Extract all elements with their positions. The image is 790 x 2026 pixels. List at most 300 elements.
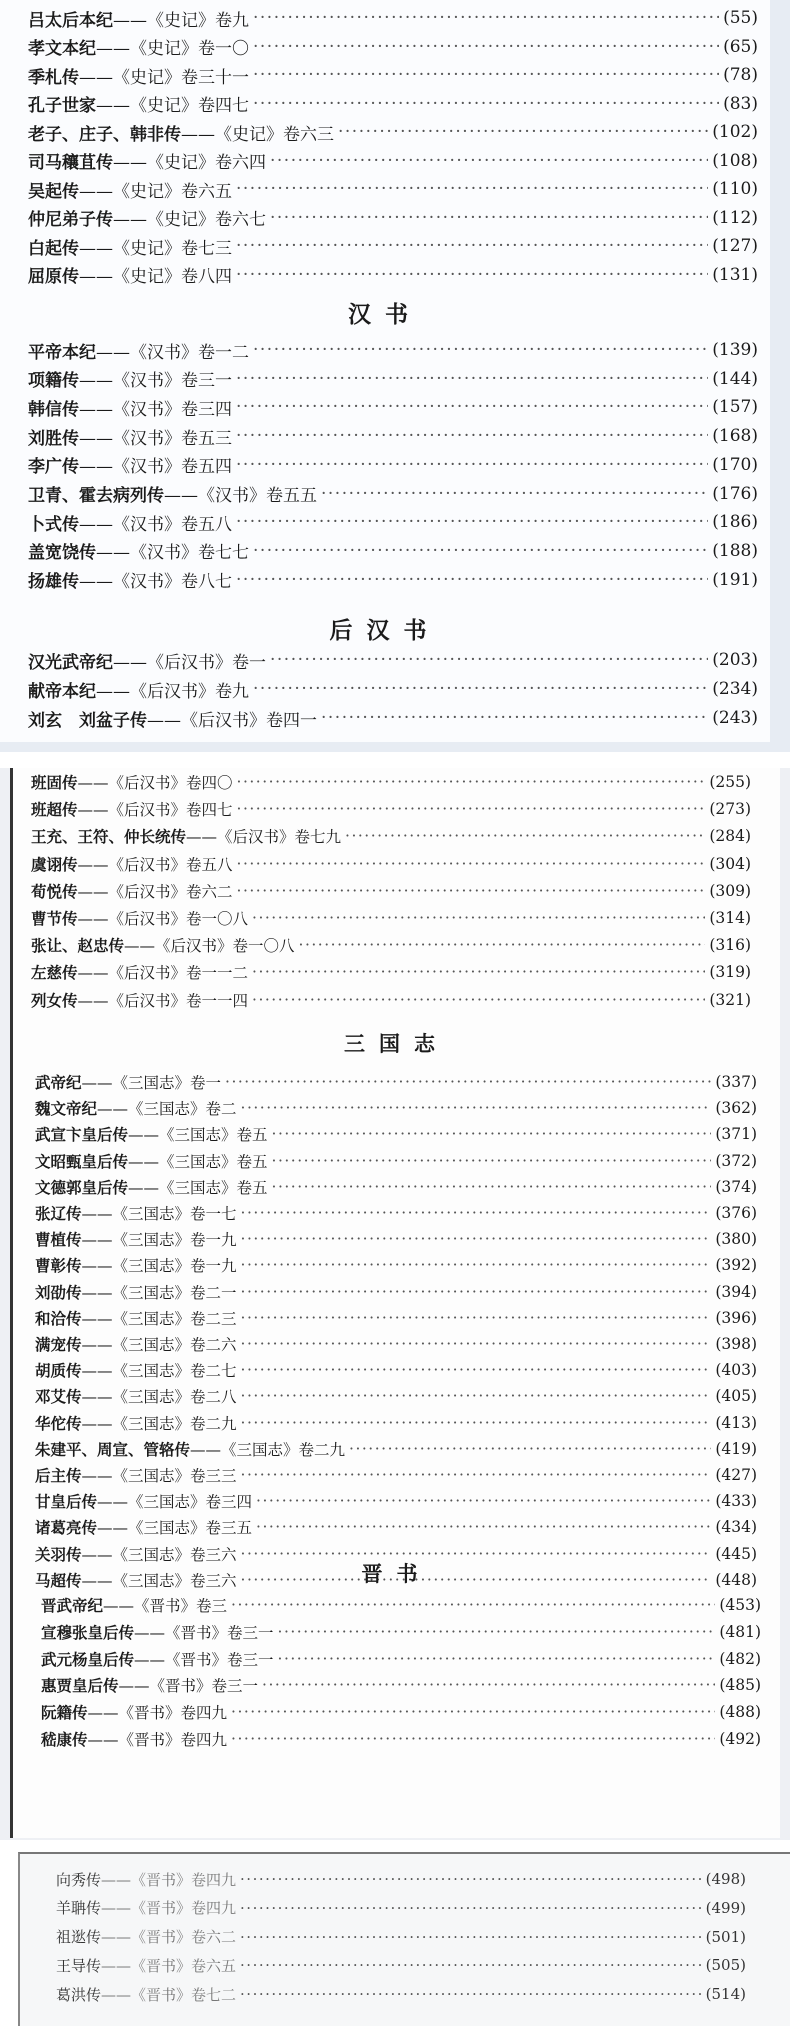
toc-entry [35,1149,757,1173]
entry-source: ——《史记》卷六四 [113,153,266,173]
entry-source: ——《后汉书》卷一一四 [77,991,249,1010]
toc-entry [28,263,758,287]
entry-title: 虞诩传 [31,855,78,874]
entry-source: ——《史记》卷六三 [181,124,334,145]
entry-source: ——《三国志》卷三六 [81,1545,237,1564]
entry-page-number: (65) [723,36,758,57]
entry-title: 左慈传 [31,964,78,983]
entry-title: 和洽传 [35,1309,82,1328]
entry-page-number: (188) [712,540,758,561]
entry-title: 羊聃传 [56,1899,102,1918]
toc-entry [35,1201,757,1225]
toc-entry [31,960,751,984]
entry-title: 关羽传 [35,1545,82,1564]
entry-title: 甘皇后传 [35,1493,98,1512]
toc-entry [41,1700,761,1724]
entry-source: ——《后汉书》卷九 [96,681,249,702]
entry-source: ——《三国志》卷一九 [81,1257,237,1276]
leader-dots [236,397,708,417]
entry-title: 王导传 [56,1956,102,1975]
leader-dots [236,455,708,475]
leader-dots [272,1178,712,1196]
entry-title: 列女传 [31,991,78,1010]
entry-page-number: (396) [715,1308,757,1327]
entry-page-number: (362) [715,1099,757,1118]
entry-source: ——《汉书》卷八七 [79,572,232,593]
entry-source: ——《后汉书》卷一〇八 [124,937,295,956]
section-heading-hanshu: 汉书 [348,302,422,328]
entry-source: ——《三国志》卷二六 [81,1336,237,1354]
entry-source: ——《后汉书》卷四〇 [77,774,233,792]
toc-entry [35,1175,757,1199]
leader-dots [240,1870,702,1888]
entry-page-number: (309) [709,881,751,900]
leader-dots [231,1596,715,1614]
entry-source: ——《晋书》卷三一 [118,1677,259,1696]
entry-title: 荀悦传 [31,882,78,901]
entry-page-number: (505) [705,1956,746,1975]
entry-page-number: (434) [715,1518,757,1537]
entry-page-number: (321) [709,990,751,1009]
entry-title: 献帝本纪 [28,681,96,702]
entry-title: 曹彰传 [35,1257,82,1276]
toc-entry [41,1673,761,1697]
toc-entry [28,395,758,419]
leader-dots [241,1309,712,1327]
entry-source: ——《史记》卷三十一 [79,67,249,88]
toc-entry [28,648,758,672]
entry-title: 满宠传 [35,1336,82,1354]
leader-dots [237,855,706,873]
entry-page-number: (376) [715,1204,757,1222]
entry-page-number: (498) [705,1870,746,1888]
section-heading-houhanshu: 后汉书 [329,618,441,644]
leader-dots [270,151,708,171]
entry-page-number: (168) [712,426,758,447]
leader-dots [252,991,705,1009]
toc-entry [31,770,751,794]
entry-page-number: (304) [709,854,751,873]
toc-entry [28,6,758,30]
toc-entry [35,1463,757,1487]
entry-page-number: (284) [709,827,751,846]
entry-title: 晋武帝纪 [41,1597,104,1615]
leader-dots [236,179,708,199]
leader-dots [241,1387,712,1405]
leader-dots [241,1361,712,1379]
entry-title: 向秀传 [56,1870,102,1889]
entry-title: 张让、赵忠传 [31,937,125,956]
entry-title: 葛洪传 [56,1985,102,2004]
entry-page-number: (144) [712,368,758,389]
leader-dots [262,1676,715,1694]
leader-dots [241,1335,712,1353]
leader-dots [236,236,708,256]
entry-source: ——《后汉书》卷六二 [77,882,233,901]
entry-title: 班固传 [31,774,78,792]
toc-entry [35,1280,757,1304]
toc-entry [28,482,758,506]
entry-source: ——《史记》卷一〇 [96,39,249,59]
leader-dots [272,1125,712,1143]
toc-entry [28,568,758,592]
toc-entry [28,149,758,173]
entry-page-number: (186) [712,512,758,533]
toc-entry [35,1070,757,1094]
entry-title: 马超传 [35,1571,82,1590]
page-gap [0,752,790,768]
entry-source: ——《三国志》卷二九 [190,1440,346,1459]
leader-dots [240,1985,702,2003]
toc-entry [41,1620,761,1644]
toc-entry [28,35,758,59]
entry-source: ——《三国志》卷一九 [81,1231,237,1250]
toc-entry [28,539,758,563]
toc-entry [35,1489,757,1513]
entry-page-number: (488) [719,1703,761,1722]
entry-title: 文德郭皇后传 [35,1178,129,1197]
entry-page-number: (380) [715,1230,757,1249]
entry-source: ——《史记》卷六七 [113,210,266,230]
entry-page-number: (316) [709,936,751,955]
entry-title: 嵇康传 [41,1731,88,1749]
entry-page-number: (492) [719,1730,761,1748]
toc-entry [35,1332,757,1356]
leader-dots [349,1440,711,1458]
leader-dots [278,1623,716,1641]
entry-source: ——《晋书》卷四九 [87,1731,228,1749]
toc-entry [28,234,758,258]
entry-title: 韩信传 [28,399,79,420]
toc-entry [28,92,758,116]
leader-dots [253,340,708,360]
toc-entry [31,879,751,903]
entry-source: ——《三国志》卷三三 [81,1467,237,1485]
leader-dots [252,909,705,927]
entry-page-number: (139) [712,340,758,360]
leader-dots [253,37,719,57]
entry-source: ——《史记》卷八四 [79,267,232,287]
toc-entry [28,120,758,144]
entry-source: ——《汉书》卷五三 [79,428,232,449]
toc-entry [28,677,758,701]
leader-dots [321,484,708,504]
entry-page-number: (55) [723,8,758,28]
leader-dots [236,512,708,532]
entry-page-number: (485) [719,1676,761,1695]
entry-source: ——《三国志》卷二七 [81,1362,237,1381]
leader-dots [256,1518,711,1536]
toc-entry [35,1253,757,1277]
leader-dots [240,1899,702,1917]
entry-source: ——《后汉书》卷七九 [186,828,342,847]
entry-page-number: (392) [715,1256,757,1275]
leader-dots [253,679,708,699]
entry-source: ——《汉书》卷七七 [96,543,249,564]
entry-title: 吕太后本纪 [28,10,113,31]
entry-page-number: (374) [715,1177,757,1196]
entry-title: 阮籍传 [41,1704,88,1723]
entry-title: 武宣卞皇后传 [35,1126,129,1145]
toc-entry [31,933,751,957]
entry-page-number: (433) [715,1492,757,1511]
entry-title: 文昭甄皇后传 [35,1152,129,1171]
entry-title: 刘胜传 [28,428,79,449]
entry-source: ——《三国志》卷二八 [81,1388,237,1407]
entry-source: ——《三国志》卷二三 [81,1309,237,1328]
leader-dots [253,65,719,85]
page-sheet [18,1852,790,2026]
entry-page-number: (371) [715,1125,757,1144]
entry-title: 祖逖传 [56,1928,102,1947]
page-sheet [0,0,770,742]
entry-title: 司马穰苴传 [28,153,113,173]
entry-source: ——《三国志》卷二 [97,1100,237,1119]
entry-title: 魏文帝纪 [35,1100,98,1119]
entry-source: ——《后汉书》卷五八 [77,855,233,874]
entry-page-number: (481) [719,1622,761,1641]
entry-page-number: (273) [709,800,751,819]
entry-source: ——《晋书》卷六二 [101,1928,237,1947]
leader-dots [231,1703,715,1721]
leader-dots [231,1730,715,1748]
leader-dots [272,1152,712,1170]
entry-title: 后主传 [35,1467,82,1485]
entry-page-number: (255) [709,773,751,791]
entry-source: ——《晋书》卷六五 [101,1956,237,1975]
entry-title: 刘玄 刘盆子传 [28,710,147,731]
toc-entry [35,1096,757,1120]
entry-title: 班超传 [31,801,78,820]
entry-title: 白起传 [28,238,79,259]
entry-title: 扬雄传 [28,572,79,593]
toc-entry [28,424,758,448]
toc-page-3 [0,1852,790,2026]
leader-dots [236,570,708,590]
leader-dots [270,208,708,228]
entry-title: 朱建平、周宣、管辂传 [35,1440,191,1459]
toc-entry [31,824,751,848]
section-heading-sanguozhi: 三国志 [344,1032,449,1056]
toc-entry [28,338,758,362]
entry-page-number: (448) [715,1570,757,1589]
entry-page-number: (131) [712,264,758,285]
leader-dots [236,369,708,389]
entry-source: ——《晋书》卷三一 [134,1623,274,1642]
entry-source: ——《后汉书》卷一〇八 [77,910,249,928]
entry-page-number: (78) [723,65,758,85]
toc-entry [35,1515,757,1539]
entry-title: 孝文本纪 [28,39,96,59]
toc-entry [31,852,751,876]
toc-entry [35,1227,757,1251]
toc-entry [28,367,758,391]
entry-source: ——《三国志》卷三六 [81,1571,237,1590]
entry-title: 曹节传 [31,910,78,928]
toc-entry [35,1122,757,1146]
entry-page-number: (314) [709,909,751,927]
entry-title: 武帝纪 [35,1074,82,1092]
entry-page-number: (170) [712,454,758,475]
leader-dots [241,1466,712,1484]
entry-source: ——《晋书》卷四九 [101,1870,237,1889]
entry-page-number: (499) [705,1898,746,1917]
entry-source: ——《三国志》卷一七 [81,1205,237,1223]
entry-title: 李广传 [28,457,79,478]
leader-dots [241,1414,712,1432]
entry-title: 宣穆张皇后传 [41,1623,135,1642]
entry-page-number: (372) [715,1151,757,1170]
leader-dots [253,94,719,114]
entry-page-number: (203) [712,650,758,670]
entry-source: ——《三国志》卷五 [128,1126,268,1145]
entry-page-number: (337) [715,1073,757,1091]
leader-dots [237,773,706,791]
entry-source: ——《汉书》卷三四 [79,399,232,420]
entry-title: 华佗传 [35,1414,82,1433]
entry-source: ——《汉书》卷五四 [79,457,232,478]
entry-title: 仲尼弟子传 [28,210,113,230]
entry-source: ——《汉书》卷五八 [79,514,232,535]
leader-dots [253,541,708,561]
entry-source: ——《史记》卷七三 [79,238,232,259]
entry-source: ——《史记》卷四七 [96,96,249,116]
entry-source: ——《史记》卷九 [113,10,249,31]
leader-dots [240,1956,702,1974]
toc-page-2 [0,768,790,1840]
entry-title: 王充、王符、仲长统传 [31,828,187,847]
entry-title: 季札传 [28,67,79,88]
toc-entry [31,988,751,1012]
toc-entry [28,63,758,87]
entry-title: 卜式传 [28,514,79,535]
leader-dots [241,1256,712,1274]
entry-page-number: (427) [715,1466,757,1484]
toc-entry [28,177,758,201]
entry-page-number: (419) [715,1439,757,1458]
entry-page-number: (110) [712,179,758,199]
leader-dots [278,1650,716,1668]
entry-title: 吴起传 [28,181,79,202]
entry-title: 邓艾传 [35,1388,82,1407]
entry-title: 盖宽饶传 [28,543,96,564]
entry-source: ——《晋书》卷三一 [134,1650,274,1669]
toc-entry [28,453,758,477]
entry-page-number: (453) [719,1596,761,1614]
toc-entry [35,1306,757,1330]
entry-page-number: (482) [719,1649,761,1668]
entry-source: ——《后汉书》卷四一 [147,710,317,731]
entry-title: 胡质传 [35,1362,82,1381]
entry-source: ——《史记》卷六五 [79,181,232,202]
entry-page-number: (127) [712,236,758,256]
leader-dots [241,1204,712,1222]
toc-page-1 [0,0,790,752]
toc-entry [28,706,758,730]
leader-dots [236,265,708,285]
toc-entry [56,1896,746,1920]
entry-title: 诸葛亮传 [35,1519,98,1538]
toc-entry [56,1867,746,1891]
entry-page-number: (405) [715,1387,757,1406]
entry-page-number: (176) [712,483,758,504]
entry-source: ——《后汉书》卷四七 [77,801,233,820]
entry-source: ——《晋书》卷四九 [101,1899,237,1918]
entry-page-number: (108) [712,150,758,171]
entry-source: ——《三国志》卷三五 [97,1519,253,1538]
toc-entry [31,906,751,930]
toc-entry [35,1411,757,1435]
entry-page-number: (445) [715,1544,757,1563]
leader-dots [321,708,708,728]
entry-title: 平帝本纪 [28,342,96,363]
entry-source: ——《晋书》卷三 [103,1597,228,1615]
entry-source: ——《三国志》卷二一 [81,1283,237,1302]
entry-page-number: (319) [709,963,751,982]
entry-title: 曹植传 [35,1231,82,1250]
entry-source: ——《三国志》卷二九 [81,1414,237,1433]
toc-entry [28,510,758,534]
entry-title: 汉光武帝纪 [28,652,113,673]
leader-dots [256,1492,711,1510]
leader-dots [270,650,708,670]
entry-source: ——《汉书》卷五五 [164,486,317,506]
entry-source: ——《三国志》卷五 [128,1178,268,1197]
entry-source: ——《汉书》卷一二 [96,342,249,363]
leader-dots [345,827,705,845]
toc-entry [41,1647,761,1671]
entry-page-number: (234) [712,679,758,699]
entry-page-number: (243) [712,708,758,728]
toc-entry [35,1384,757,1408]
toc-entry [35,1358,757,1382]
entry-page-number: (394) [715,1282,757,1301]
leader-dots [237,800,706,818]
entry-page-number: (102) [712,122,758,142]
leader-dots [241,1230,712,1248]
section-heading-jinshu: 晋书 [361,1562,432,1586]
entry-page-number: (514) [705,1985,746,2004]
entry-page-number: (83) [723,93,758,114]
leader-dots [225,1073,711,1091]
entry-title: 卫青、霍去病列传 [28,486,164,506]
toc-entry [56,1953,746,1977]
entry-title: 孔子世家 [28,96,96,116]
entry-title: 张辽传 [35,1205,82,1223]
entry-title: 老子、庄子、韩非传 [28,124,181,145]
entry-title: 刘劭传 [35,1283,82,1302]
entry-page-number: (112) [712,207,758,228]
leader-dots [253,8,719,28]
leader-dots [252,963,705,981]
entry-source: ——《三国志》卷一 [81,1074,222,1092]
toc-entry [56,1982,746,2006]
entry-source: ——《后汉书》卷一 [113,652,266,673]
leader-dots [338,122,708,142]
entry-page-number: (413) [715,1413,757,1432]
toc-entry [41,1727,761,1751]
leader-dots [241,1099,712,1117]
entry-title: 武元杨皇后传 [41,1650,135,1669]
toc-entry [28,206,758,230]
entry-source: ——《三国志》卷五 [128,1152,268,1171]
entry-title: 惠贾皇后传 [41,1677,119,1696]
entry-source: ——《汉书》卷三一 [79,371,232,392]
entry-title: 屈原传 [28,267,79,287]
toc-entry [41,1593,761,1617]
entry-page-number: (191) [712,569,758,590]
entry-source: ——《晋书》卷七二 [101,1985,237,2004]
